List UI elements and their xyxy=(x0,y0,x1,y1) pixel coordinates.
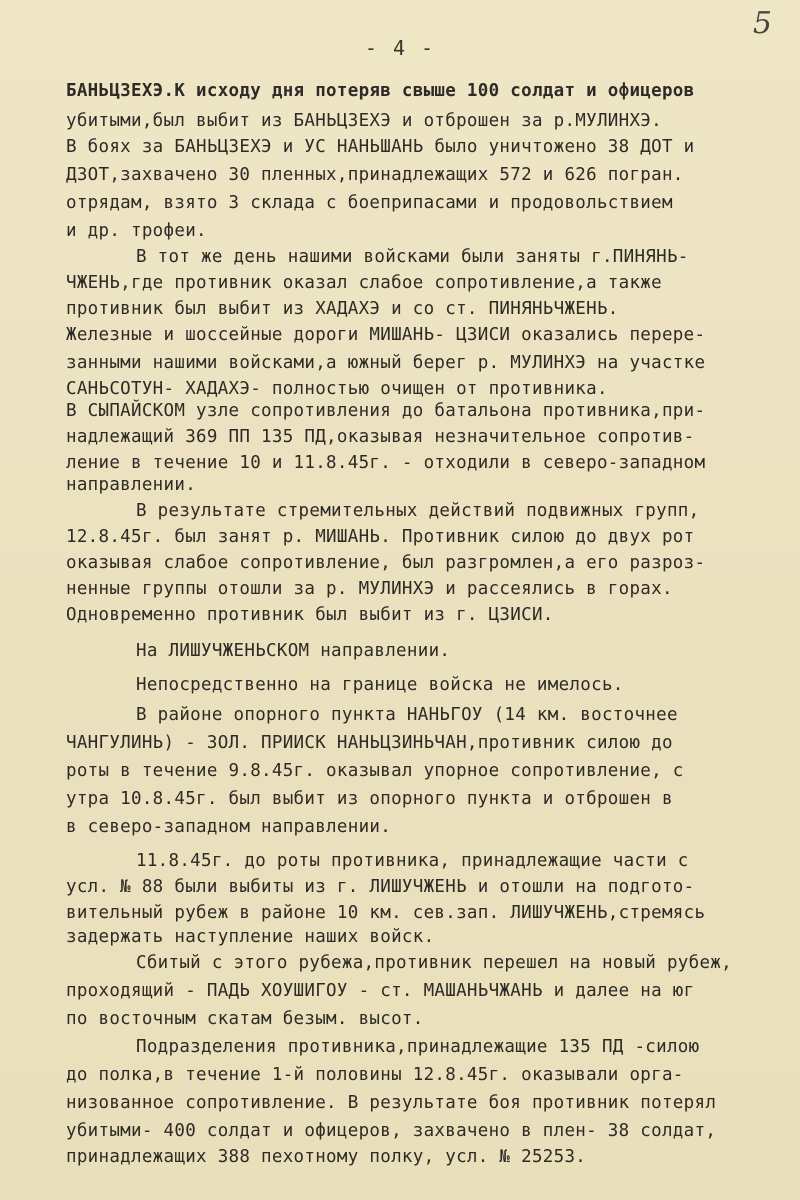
text-line: низованное сопротивление. В результате боя противник потерял xyxy=(66,1093,717,1113)
text-line: отрядам, взято 3 склада с боеприпасами и продовольствием xyxy=(66,193,673,213)
text-line: 11.8.45г. до роты противника, принадлежащие части с xyxy=(136,851,689,871)
text-line: Одновременно противник был выбит из г. ЦЗИСИ. xyxy=(66,605,554,625)
text-line: убитыми- 400 солдат и офицеров, захвачено в плен- 38 солдат, xyxy=(66,1121,717,1141)
text-line: проходящий - ПАДЬ ХОУШИГОУ - ст. МАШАНЬЧЖАНЬ и далее на юг xyxy=(66,981,695,1001)
section-heading: На ЛИШУЧЖЕНЬСКОМ направлении. xyxy=(136,641,451,661)
text-line: занными нашими войсками,а южный берег р. МУЛИНХЭ на участке xyxy=(66,353,706,373)
text-line: Сбитый с этого рубежа,противник перешел на новый рубеж, xyxy=(136,953,732,973)
text-line: В боях за БАНЬЦЗЕХЭ и УС НАНЬШАНЬ было уничтожено 38 ДОТ и xyxy=(66,137,695,157)
text-line: ление в течение 10 и 11.8.45г. - отходили в северо-западном xyxy=(66,453,706,473)
text-line: оказывая слабое сопротивление, был разгромлен,а его разроз- xyxy=(66,553,706,573)
text-line: и др. трофеи. xyxy=(66,221,207,241)
text-line: по восточным скатам безым. высот. xyxy=(66,1009,424,1029)
text-line: убитыми,был выбит из БАНЬЦЗЕХЭ и отброшен за р.МУЛИНХЭ. xyxy=(66,111,662,131)
text-line: В тот же день нашими войсками были заняты г.ПИНЯНЬ- xyxy=(136,247,689,267)
page-number: - 4 - xyxy=(364,36,436,60)
text-line: Железные и шоссейные дороги МИШАНЬ- ЦЗИСИ оказались перере- xyxy=(66,325,706,345)
text-line: ДЗОТ,захвачено 30 пленных,принадлежащих 572 и 626 погран. xyxy=(66,165,684,185)
text-line: В районе опорного пункта НАНЬГОУ (14 км. восточнее xyxy=(136,705,678,725)
text-line: направлении. xyxy=(66,475,197,495)
text-line: ЧЖЕНЬ,где противник оказал слабое сопротивление,а также xyxy=(66,273,662,293)
text-line: Подразделения противника,принадлежащие 135 ПД -силою xyxy=(136,1037,700,1057)
text-line: задержать наступление наших войск. xyxy=(66,927,435,947)
text-line: вительный рубеж в районе 10 км. сев.зап. ЛИШУЧЖЕНЬ,стремясь xyxy=(66,903,706,923)
text-line: В СЫПАЙСКОМ узле сопротивления до батальона противника,при- xyxy=(66,401,706,421)
text-line: усл. № 88 были выбиты из г. ЛИШУЧЖЕНЬ и отошли на подгото- xyxy=(66,877,695,897)
text-line: до полка,в течение 1-й половины 12.8.45г. оказывали орга- xyxy=(66,1065,684,1085)
text-line: ЧАНГУЛИНЬ) - ЗОЛ. ПРИИСК НАНЬЦЗИНЬЧАН,противник силою до xyxy=(66,733,673,753)
text-line: 12.8.45г. был занят р. МИШАНЬ. Противник силою до двух рот xyxy=(66,527,695,547)
archive-sheet-number: 5 xyxy=(752,6,778,41)
text-line: в северо-западном направлении. xyxy=(66,817,392,837)
text-line: ненные группы отошли за р. МУЛИНХЭ и рассеялись в горах. xyxy=(66,579,673,599)
text-line: утра 10.8.45г. был выбит из опорного пункта и отброшен в xyxy=(66,789,673,809)
text-line: Непосредственно на границе войска не имелось. xyxy=(136,675,624,695)
text-line: принадлежащих 388 пехотному полку, усл. № 25253. xyxy=(66,1147,587,1167)
text-line: В результате стремительных действий подвижных групп, xyxy=(136,501,700,521)
text-line: противник был выбит из ХАДАХЭ и со ст. ПИНЯНЬЧЖЕНЬ. xyxy=(66,299,619,319)
text-line: БАНЬЦЗЕХЭ.К исходу дня потеряв свыше 100 солдат и офицеров xyxy=(66,81,695,101)
text-line: надлежащий 369 ПП 135 ПД,оказывая незначительное сопротив- xyxy=(66,427,695,447)
text-line: САНЬСОТУН- ХАДАХЭ- полностью очищен от противника. xyxy=(66,379,608,399)
text-line: роты в течение 9.8.45г. оказывал упорное сопротивление, с xyxy=(66,761,684,781)
